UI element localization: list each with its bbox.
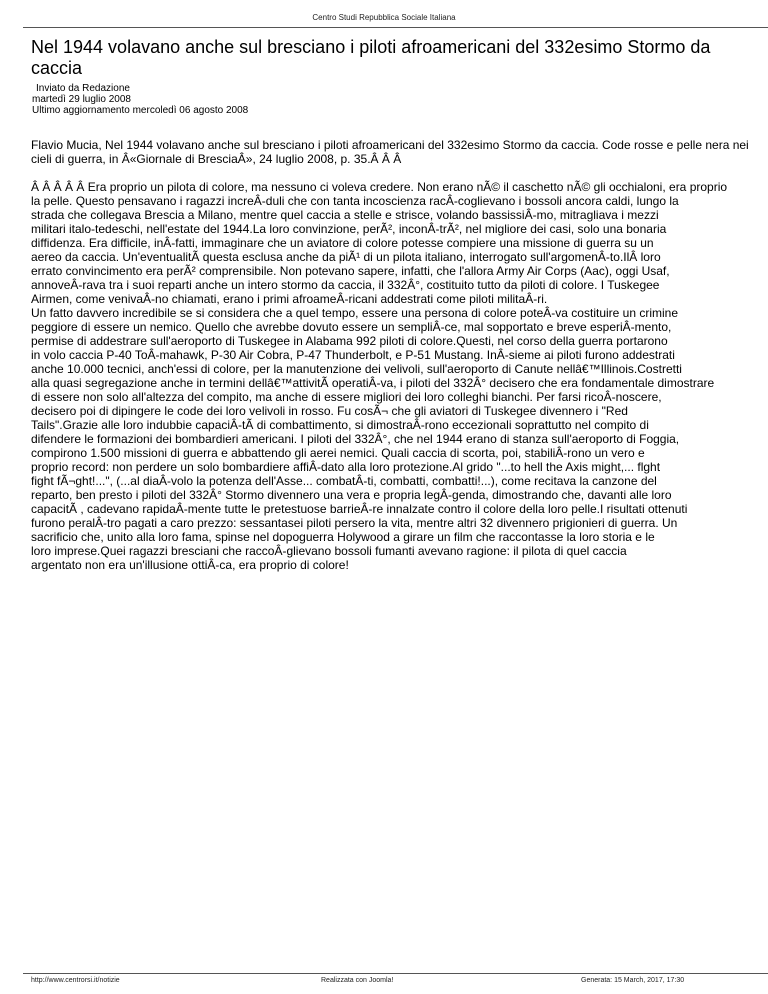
site-header: Centro Studi Repubblica Sociale Italiana — [312, 13, 456, 22]
body-line: strada che collegava Brescia a Milano, mentre quel caccia a stelle e strisce, volando bassissiÂ-mo, mitragliava i mezzi — [31, 208, 659, 222]
body-line: diffidenza. Era difficile, inÂ-fatti, immaginare che un aviatore di colore potesse compiere una missione di guerra su un — [31, 236, 654, 250]
article-summary: Flavio Mucia, Nel 1944 volavano anche sul bresciano i piloti afroamericani del 332esimo Stormo da caccia. Code rosse e pelle nera nei cieli di guerra, in Â«Giornale di BresciaÂ», 24 luglio 2008, p. 35.Â Â Â — [31, 138, 749, 166]
body-line: Airmen, come venivaÂ-no chiamati, erano i primi afroameÂ-ricani addestrati come piloti militaÂ-ri. — [31, 292, 548, 306]
footer-credit: Realizzata con Joomla! — [321, 977, 394, 984]
last-update: Ultimo aggiornamento mercoledì 06 agosto 2008 — [32, 105, 249, 116]
footer-url[interactable]: http://www.centrorsi.it/notizie — [31, 977, 120, 984]
body-line: furono peralÂ-tro pagati a caro prezzo: sessantasei piloti persero la vita, mentre altri 32 divennero prigionieri di guerra. Un — [31, 516, 678, 530]
body-line: la pelle. Questo pensavano i ragazzi increÂ-duli che con tanta incoscienza racÂ-coglievano i bossoli ancora caldi, lungo la — [31, 194, 679, 208]
body-line: annoveÂ-rava tra i suoi reparti anche un intero stormo da caccia, il 332Â°, costituito tutto da piloti di colore. I Tuskegee — [31, 278, 660, 292]
publish-date: martedì 29 luglio 2008 — [32, 94, 131, 105]
body-line: argentato non era un'illusione ottiÂ-ca, era proprio di colore! — [31, 558, 349, 572]
article-title: Nel 1944 volavano anche sul bresciano i piloti afroamericani del 332esimo Stormo da caccia — [31, 37, 711, 78]
article-meta — [32, 83, 248, 116]
header-divider — [23, 27, 768, 28]
article-body — [31, 180, 768, 572]
body-line: peggiore di essere un nemico. Quello che avrebbe dovuto essere un sempliÂ-ce, mal sopportato e breve esperiÂ-mento, — [31, 320, 672, 334]
body-line: Â Â Â Â Â Era proprio un pilota di colore, ma nessuno ci voleva credere. Non erano nÃ© il caschetto nÃ© gli occhialoni, era proprio — [31, 180, 728, 194]
footer-divider — [23, 973, 768, 974]
body-line: alla quasi segregazione anche in termini dellâ€™attivitÃ operatiÂ-va, i piloti del 332Â° decisero che era fondamentale dimostrare — [31, 376, 715, 390]
body-line: decisero poi di dipingere le code dei loro velivoli in rosso. Fu cosÃ¬ che gli aviatori di Tuskegee divennero i "Red — [31, 404, 628, 418]
body-line: errato convincimento era perÃ² comprensibile. Non potevano sapere, infatti, che l'allora Army Air Corps (Aac), oggi Usaf, — [31, 264, 670, 278]
body-line: fight fÃ¬ght!...", (...al diaÂ-volo la potenza dell'Asse... combatÂ-ti, combatti, combatti!...), come recitava la canzone del — [31, 474, 657, 488]
body-line: in volo caccia P-40 ToÂ-mahawk, P-30 Air Cobra, P-47 Thunderbolt, e P-51 Mustang. InÂ-sieme ai piloti furono addestrati — [31, 348, 675, 362]
body-line: reparto, ben presto i piloti del 332Â° Stormo divennero una vera e propria legÂ-genda, dimostrando che, davanti alle loro — [31, 488, 672, 502]
author-line: Inviato da Redazione — [36, 83, 130, 94]
body-line: loro imprese.Quei ragazzi bresciani che raccoÂ-glievano bossoli fumanti avevano ragione: il pilota di quel caccia — [31, 544, 627, 558]
body-line: di essere non solo all'altezza del compito, ma anche di essere migliori dei loro colleghi bianchi. Per farsi ricoÂ-noscere, — [31, 390, 662, 404]
body-line: compirono 1.500 missioni di guerra e abbattendo gli aerei nemici. Quali caccia di scorta, poi, stabiliÂ-rono un vero e — [31, 446, 645, 460]
body-line: Un fatto davvero incredibile se si considera che a quel tempo, essere una persona di colore poteÂ-va costituire un crimine — [31, 306, 679, 320]
footer-generated-date: Generata: 15 March, 2017, 17:30 — [581, 977, 685, 984]
body-line: anche 10.000 tecnici, anch'essi di colore, per la manutenzione dei velivoli, sull'aeroporto di Canute nellâ€™Illinois.Costretti — [31, 362, 682, 376]
body-line: permise di addestrare sull'aeroporto di Tuskegee in Alabama 992 piloti di colore.Questi, nel corso della guerra portarono — [31, 334, 668, 348]
body-line: proprio record: non perdere un solo bombardiere affiÂ-dato alla loro protezione.Al grido "...to hell the Axis might,... flght — [31, 460, 661, 474]
body-line: Tails".Grazie alle loro indubbie capaciÂ-tÃ di combattimento, si dimostraÂ-rono eccezionali soprattutto nel compito di — [31, 418, 649, 432]
body-line: aereo da caccia. Un'eventualitÃ questa esclusa anche da piÃ¹ di un pilota italiano, interrogato sull'argomenÂ-to.IlÂ loro — [31, 250, 661, 264]
body-line: capacitÃ , cadevano rapidaÂ-mente tutte le pretestuose barrieÂ-re innalzate contro il colore della loro pelle.I risultati ottenuti — [31, 502, 688, 516]
body-line: sacrificio che, unito alla loro fama, spinse nel dopoguerra Holywood a girare un film che raccontasse la loro storia e le — [31, 530, 655, 544]
body-line: difendere le formazioni dei bombardieri americani. I piloti del 332Â°, che nel 1944 erano di stanza sull'aeroporto di Foggia, — [31, 432, 680, 446]
body-line: militari italo-tedeschi, nell'estate del 1944.La loro convinzione, perÃ², inconÂ-trÃ², nel migliore dei casi, solo una bonaria — [31, 222, 667, 236]
